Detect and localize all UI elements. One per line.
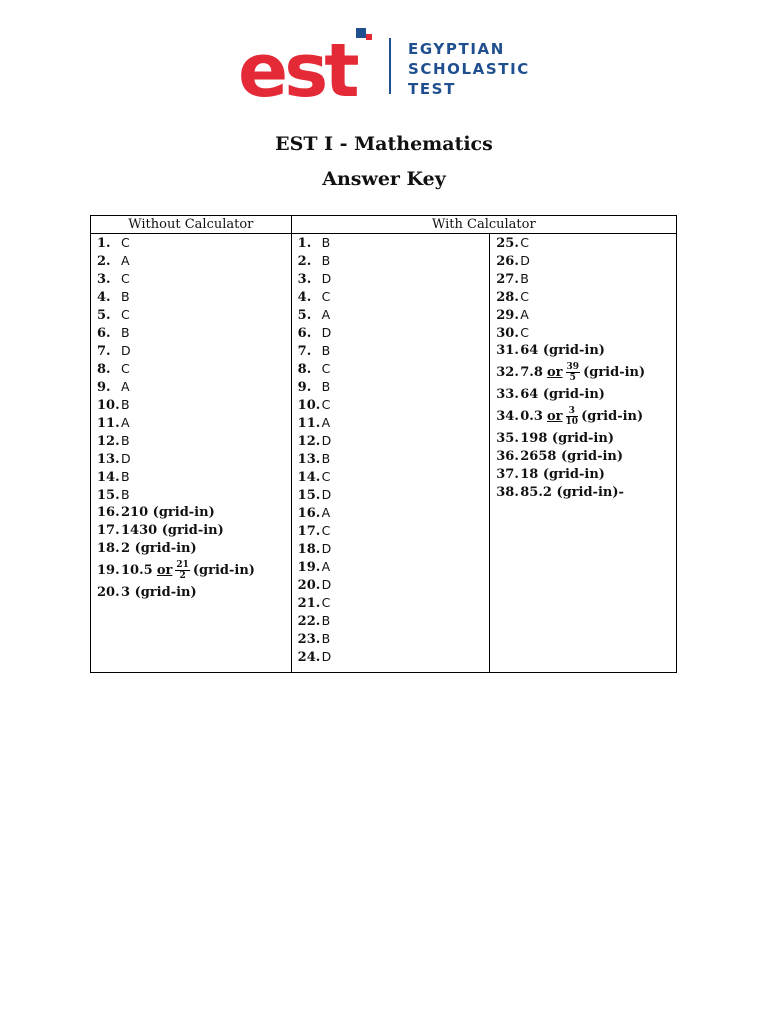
answer-value: 2 (grid-in)	[121, 541, 197, 556]
question-number: 19.	[297, 560, 321, 575]
header-with-calculator: With Calculator	[291, 216, 676, 234]
answer-value: C	[321, 469, 331, 484]
answer-item	[298, 432, 490, 450]
answer-list-without	[97, 234, 291, 602]
question-number: 2.	[297, 254, 312, 269]
answer-value: 210 (grid-in)	[121, 505, 215, 520]
answer-suffix: (grid-in)	[192, 563, 255, 578]
answer-item	[496, 306, 676, 324]
question-number: 4.	[297, 290, 312, 305]
answer-value: C	[520, 289, 529, 304]
answer-value: D	[321, 649, 332, 664]
answer-value: B	[121, 487, 130, 502]
answer-item	[298, 630, 490, 648]
answer-value: A	[121, 379, 130, 394]
header-without-calculator: Without Calculator	[91, 216, 292, 234]
question-number: 38.	[496, 485, 519, 500]
question-number: 8.	[297, 362, 312, 377]
answer-value: B	[121, 325, 130, 340]
question-number: 35.	[496, 431, 519, 446]
answer-value: 2658 (grid-in)	[520, 449, 624, 464]
fraction-numerator: 39	[566, 362, 580, 372]
fraction-denominator: 2	[179, 571, 186, 581]
answer-item	[97, 414, 291, 432]
question-number: 26.	[496, 254, 519, 269]
answer-value: 10.5	[121, 563, 153, 578]
answer-item	[298, 468, 490, 486]
question-number: 25.	[496, 236, 519, 251]
question-number: 31.	[496, 343, 519, 358]
answer-suffix: (grid-in)	[583, 365, 646, 380]
answer-item	[298, 558, 490, 576]
answer-value: B	[321, 631, 331, 646]
answer-value: B	[321, 451, 331, 466]
answer-value: 7.8	[520, 365, 543, 380]
answer-list-with-2	[496, 234, 676, 502]
answer-value: D	[121, 343, 131, 358]
answer-item	[298, 360, 490, 378]
answer-value: C	[321, 523, 331, 538]
answer-item	[298, 594, 490, 612]
answer-value: 3 (grid-in)	[121, 585, 197, 600]
question-number: 1.	[297, 236, 312, 251]
or-separator: or	[547, 409, 563, 424]
answer-item	[298, 648, 490, 666]
answer-value: C	[121, 235, 130, 250]
question-number: 9.	[297, 380, 312, 395]
answer-value: B	[520, 271, 529, 286]
question-number: 29.	[496, 308, 519, 323]
question-number: 12.	[97, 434, 120, 449]
answer-value: B	[321, 343, 331, 358]
question-number: 7.	[297, 344, 312, 359]
answer-value: C	[121, 271, 130, 286]
question-number: 15.	[297, 488, 321, 503]
question-number: 33.	[496, 387, 519, 402]
question-number: 11.	[297, 416, 321, 431]
question-number: 18.	[297, 542, 321, 557]
answer-item	[496, 484, 676, 502]
answer-item	[97, 432, 291, 450]
answer-item	[496, 270, 676, 288]
answer-item	[298, 396, 490, 414]
column-without-calculator	[91, 234, 292, 673]
answer-value: D	[321, 541, 332, 556]
answer-item	[97, 270, 291, 288]
question-number: 34.	[496, 409, 519, 424]
answer-item	[97, 234, 291, 252]
answer-item	[298, 378, 490, 396]
page-subtitle: Answer Key	[322, 168, 446, 190]
answer-value: C	[321, 595, 331, 610]
fraction	[175, 560, 190, 581]
answer-value: B	[121, 469, 130, 484]
question-number: 16.	[97, 505, 120, 520]
answer-value: C	[321, 397, 331, 412]
question-number: 20.	[97, 585, 120, 600]
answer-key-table	[90, 215, 677, 673]
answer-value: A	[321, 505, 331, 520]
question-number: 19.	[97, 563, 120, 578]
answer-item	[97, 540, 291, 558]
answer-item	[298, 234, 490, 252]
question-number: 3.	[97, 272, 111, 287]
question-number: 22.	[297, 614, 321, 629]
question-number: 5.	[297, 308, 312, 323]
answer-value: B	[121, 289, 130, 304]
answer-value: B	[121, 433, 130, 448]
answer-suffix: (grid-in)	[581, 409, 644, 424]
or-separator: or	[156, 563, 173, 578]
answer-value: A	[121, 253, 130, 268]
fraction-numerator: 21	[176, 560, 189, 570]
answer-item	[298, 342, 490, 360]
question-number: 10.	[97, 398, 120, 413]
answer-value: B	[321, 253, 331, 268]
fraction-denominator: 5	[569, 373, 576, 383]
answer-item	[97, 584, 291, 602]
or-separator: or	[547, 365, 563, 380]
answer-item	[496, 324, 676, 342]
answer-value: 18 (grid-in)	[520, 467, 605, 482]
question-number: 17.	[297, 524, 321, 539]
answer-item	[496, 404, 676, 430]
answer-value: 64 (grid-in)	[520, 343, 605, 358]
answer-value: D	[520, 253, 530, 268]
answer-item	[97, 486, 291, 504]
column-with-calculator-2	[490, 234, 677, 673]
answer-value: C	[520, 235, 529, 250]
answer-item	[97, 396, 291, 414]
answer-value: D	[321, 487, 332, 502]
answer-item	[97, 558, 291, 584]
question-number: 3.	[297, 272, 312, 287]
answer-item	[298, 522, 490, 540]
question-number: 28.	[496, 290, 519, 305]
question-number: 11.	[97, 416, 120, 431]
question-number: 27.	[496, 272, 519, 287]
answer-value: 85.2 (grid-in)-	[520, 485, 624, 500]
answer-item	[298, 486, 490, 504]
answer-item	[496, 430, 676, 448]
page-title: EST I - Mathematics	[275, 133, 493, 155]
answer-value: D	[121, 451, 131, 466]
answer-item	[298, 540, 490, 558]
question-number: 6.	[97, 326, 111, 341]
answer-item	[298, 288, 490, 306]
answer-item	[496, 342, 676, 360]
column-with-calculator-1	[291, 234, 490, 673]
est-logo	[238, 26, 548, 106]
question-number: 7.	[97, 344, 111, 359]
question-number: 6.	[297, 326, 312, 341]
question-number: 10.	[297, 398, 321, 413]
answer-value: D	[321, 271, 332, 286]
question-number: 21.	[297, 596, 321, 611]
fraction-numerator: 3	[566, 406, 579, 417]
answer-value: A	[121, 415, 130, 430]
question-number: 17.	[97, 523, 120, 538]
answer-value: B	[321, 613, 331, 628]
answer-item	[298, 504, 490, 522]
answer-item	[496, 386, 676, 404]
answer-item	[97, 378, 291, 396]
answer-item	[298, 450, 490, 468]
answer-item	[298, 270, 490, 288]
question-number: 14.	[297, 470, 321, 485]
answer-value: 64 (grid-in)	[520, 387, 605, 402]
answer-item	[496, 448, 676, 466]
question-number: 9.	[97, 380, 111, 395]
question-number: 15.	[97, 488, 120, 503]
answer-item	[97, 522, 291, 540]
question-number: 23.	[297, 632, 321, 647]
answer-item	[298, 414, 490, 432]
answer-item	[496, 234, 676, 252]
answer-value: A	[321, 307, 331, 322]
answer-value: C	[121, 307, 130, 322]
answer-value: D	[321, 325, 332, 340]
answer-item	[97, 360, 291, 378]
answer-item	[496, 252, 676, 270]
answer-value: C	[321, 289, 331, 304]
answer-value: B	[121, 397, 130, 412]
fraction	[566, 362, 581, 383]
question-number: 16.	[297, 506, 321, 521]
question-number: 12.	[297, 434, 321, 449]
answer-value: 0.3	[520, 409, 543, 424]
fraction	[566, 406, 579, 427]
answer-value: B	[321, 235, 331, 250]
est-logo-mark	[238, 26, 378, 106]
question-number: 37.	[496, 467, 519, 482]
question-number: 30.	[496, 326, 519, 341]
question-number: 24.	[297, 650, 321, 665]
answer-value: A	[321, 559, 331, 574]
answer-value: B	[321, 379, 331, 394]
question-number: 5.	[97, 308, 111, 323]
answer-item	[97, 324, 291, 342]
answer-value: 1430 (grid-in)	[121, 523, 224, 538]
answer-item	[298, 324, 490, 342]
question-number: 14.	[97, 470, 120, 485]
answer-value: C	[121, 361, 130, 376]
answer-list-with-1	[298, 234, 490, 666]
answer-item	[97, 288, 291, 306]
question-number: 36.	[496, 449, 519, 464]
question-number: 20.	[297, 578, 321, 593]
question-number: 32.	[496, 365, 519, 380]
answer-item	[496, 466, 676, 484]
answer-value: D	[321, 433, 332, 448]
svg-text:est: est	[238, 28, 356, 106]
answer-item	[97, 252, 291, 270]
answer-item	[298, 252, 490, 270]
answer-value: C	[321, 361, 331, 376]
answer-item	[298, 612, 490, 630]
question-number: 1.	[97, 236, 111, 251]
answer-item	[298, 306, 490, 324]
answer-value: A	[520, 307, 529, 322]
logo-divider	[389, 38, 391, 94]
question-number: 18.	[97, 541, 120, 556]
answer-item	[97, 306, 291, 324]
answer-item	[97, 342, 291, 360]
answer-item	[97, 468, 291, 486]
answer-item	[97, 504, 291, 522]
question-number: 8.	[97, 362, 111, 377]
question-number: 2.	[97, 254, 111, 269]
answer-value: D	[321, 577, 332, 592]
fraction-denominator: 10	[565, 417, 579, 427]
logo-wordmark: EGYPTIAN SCHOLASTIC TEST	[408, 40, 530, 98]
question-number: 13.	[97, 452, 120, 467]
question-number: 13.	[297, 452, 321, 467]
answer-value: A	[321, 415, 331, 430]
question-number: 4.	[97, 290, 111, 305]
answer-value: 198 (grid-in)	[520, 431, 614, 446]
answer-item	[298, 576, 490, 594]
answer-item	[496, 288, 676, 306]
answer-value: C	[520, 325, 529, 340]
answer-item	[496, 360, 676, 386]
answer-item	[97, 450, 291, 468]
